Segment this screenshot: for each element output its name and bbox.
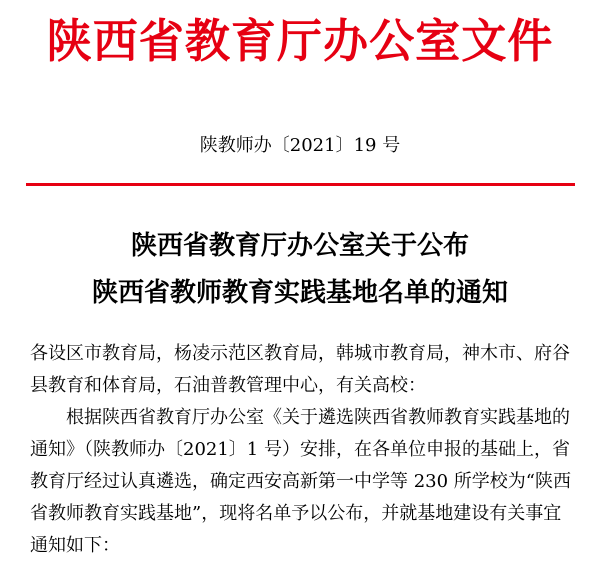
- notice-title-line-2: 陕西省教师教育实践基地名单的通知: [91, 278, 508, 308]
- notice-body: [30, 338, 576, 562]
- notice-title: [0, 223, 600, 317]
- document-number: 陕教师办〔2021〕19 号: [199, 135, 401, 156]
- salutation-paragraph: 各设区市教育局，杨凌示范区教育局，韩城市教育局，神木市、府谷县教育和体育局，石油普教管理中心，有关高校：: [30, 343, 570, 396]
- body-paragraph-1: 根据陕西省教育厅办公室《关于遴选陕西省教师教育实践基地的通知》（陕教师办〔2021〕1 号）安排，在各单位申报的基础上，省教育厅经过认真遴选，确定西安高新第一中学等 230 所学校为“陕西省教师教育实践基地”，现将名单予以公布，并就基地建设有关事宜通知如下：: [30, 407, 571, 556]
- red-divider-line: [26, 183, 575, 186]
- issuing-office-header: 陕西省教育厅办公室文件: [46, 14, 554, 68]
- notice-title-line-1: 陕西省教育厅办公室关于公布: [130, 231, 469, 261]
